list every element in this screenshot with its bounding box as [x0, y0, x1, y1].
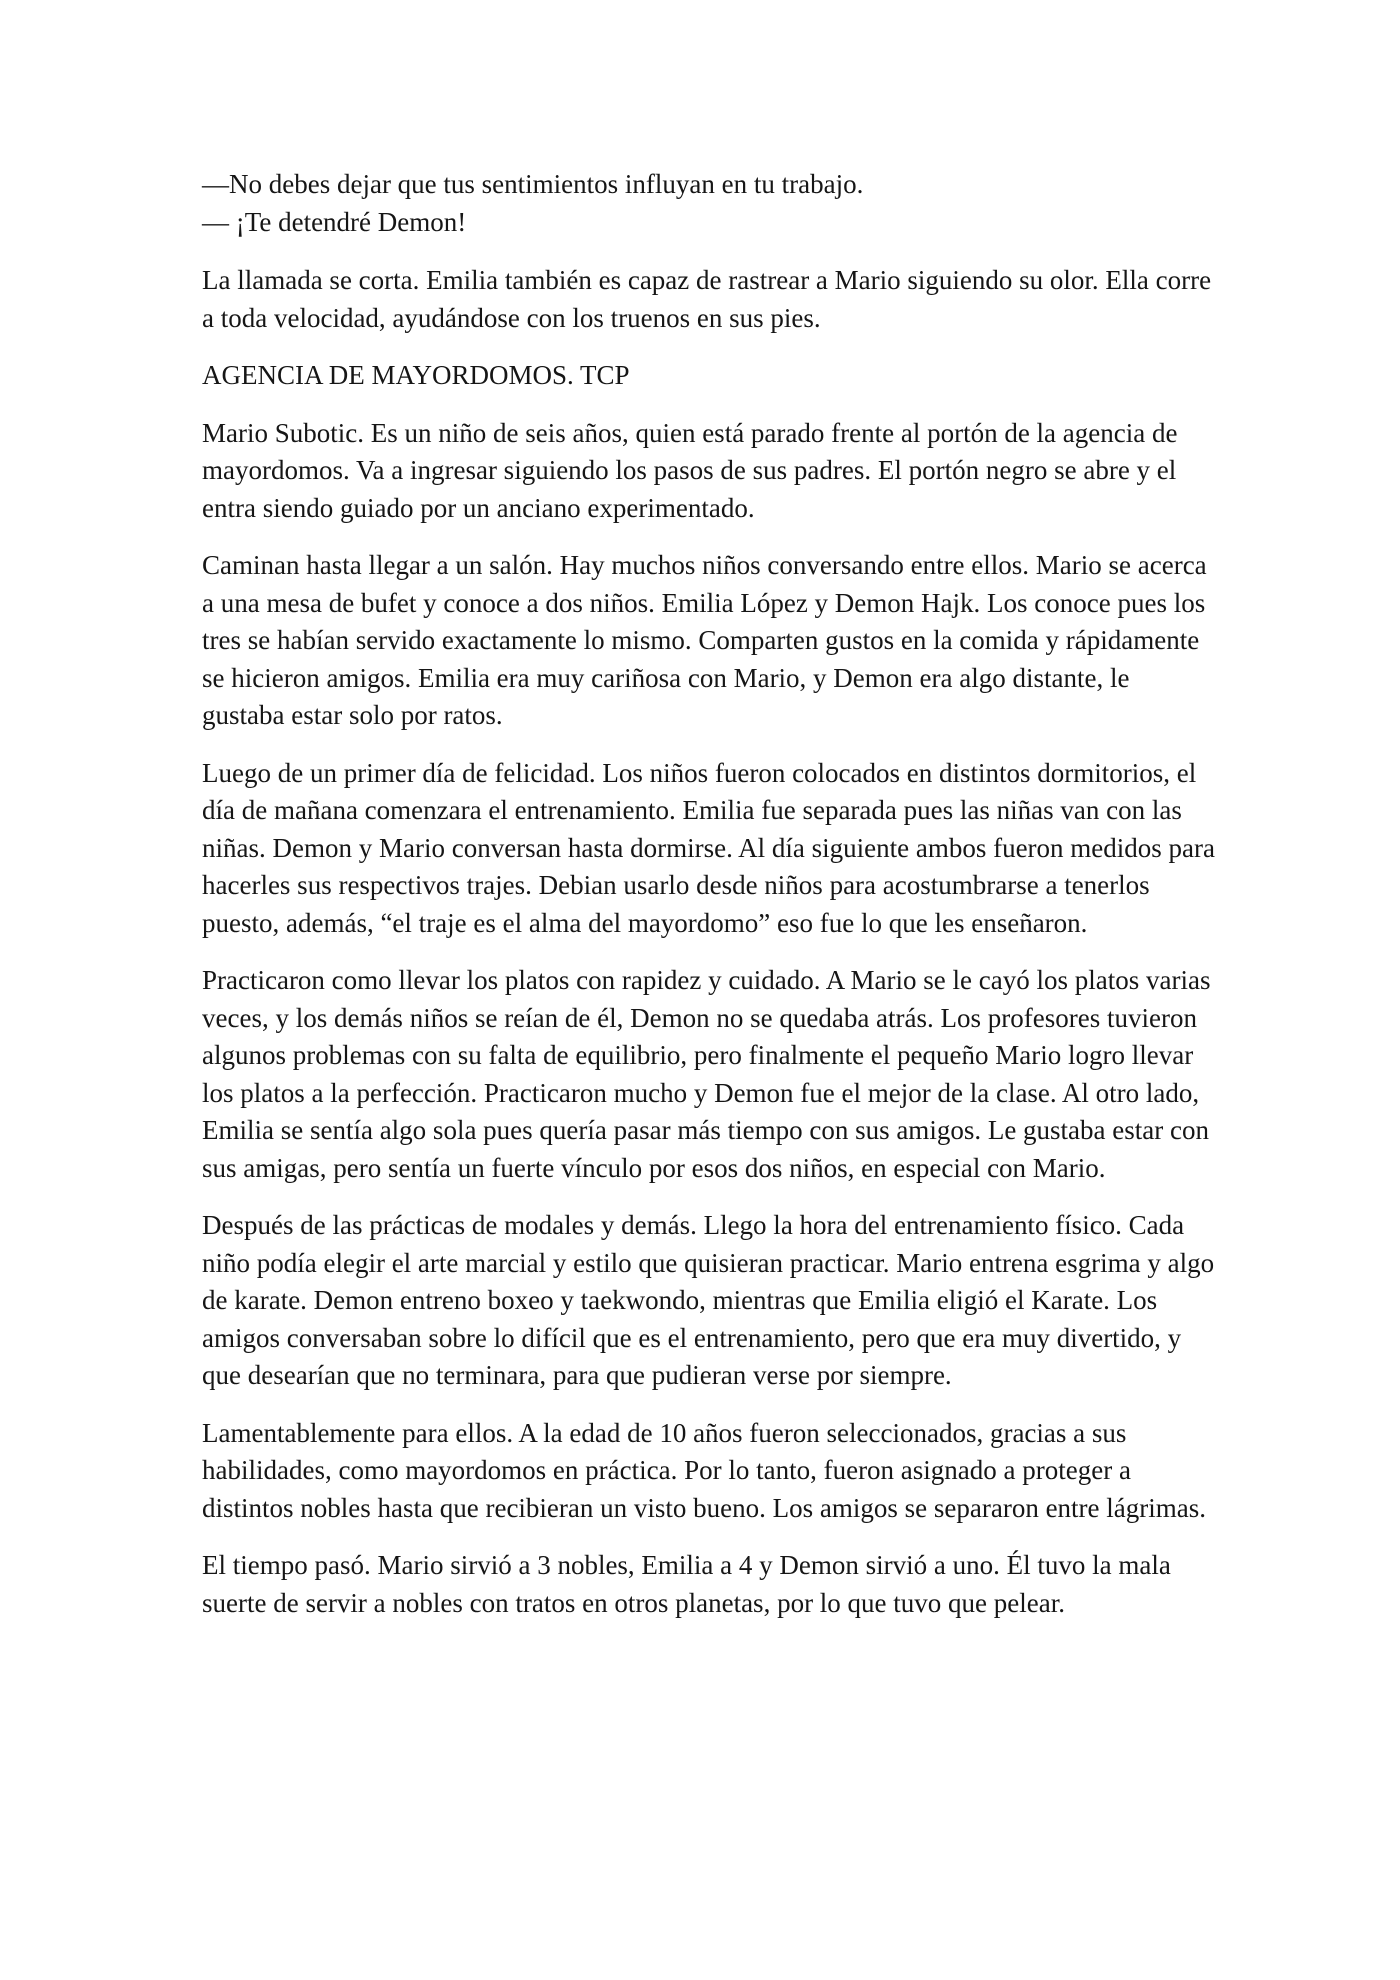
paragraph: Después de las prácticas de modales y demás. Llego la hora del entrenamiento físico. Cada niño podía elegir el arte marcial y estilo que quisieran practicar. Mario entrena esgrima y algo de karate. Demon entreno boxeo y taekwondo, mientras que Emilia eligió el Karate. Los amigos conversaban sobre lo difícil que es el entrenamiento, pero que era muy divertido, y que desearían que no terminara, para que pudieran verse por siempre. — [202, 1210, 1215, 1390]
paragraph: Practicaron como llevar los platos con rapidez y cuidado. A Mario se le cayó los platos varias veces, y los demás niños se reían de él, Demon no se quedaba atrás. Los profesores tuvieron algunos problemas con su falta de equilibrio, pero finalmente el pequeño Mario logro llevar los platos a la perfección. Practicaron mucho y Demon fue el mejor de la clase. Al otro lado, Emilia se sentía algo sola pues quería pasar más tiempo con sus amigos. Le gustaba estar con sus amigas, pero sentía un fuerte vínculo por esos dos niños, en especial con Mario. — [202, 965, 1211, 1183]
section-heading: AGENCIA DE MAYORDOMOS. TCP — [202, 360, 630, 390]
paragraph: Luego de un primer día de felicidad. Los niños fueron colocados en distintos dormitorios, el día de mañana comenzara el entrenamiento. Emilia fue separada pues las niñas van con las niñas. Demon y Mario conversan hasta dormirse. Al día siguiente ambos fueron medidos para hacerles sus respectivos trajes. Debian usarlo desde niños para acostumbrarse a tenerlos puesto, además, “el traje es el alma del mayordomo” eso fue lo que les enseñaron. — [202, 757, 1216, 938]
paragraph: Lamentablemente para ellos. A la edad de 10 años fueron seleccionados, gracias a sus habilidades, como mayordomos en práctica. Por lo tanto, fueron asignado a proteger a distintos nobles hasta que recibieran un visto bueno. Los amigos se separaron entre lágrimas. — [202, 1417, 1206, 1523]
paragraph: Caminan hasta llegar a un salón. Hay muchos niños conversando entre ellos. Mario se acerca a una mesa de bufet y conoce a dos niños. Emilia López y Demon Hajk. Los conoce pues los tres se habían servido exactamente lo mismo. Comparten gustos en la comida y rápidamente se hicieron amigos. Emilia era muy cariñosa con Mario, y Demon era algo distante, le gustaba estar solo por ratos. — [202, 550, 1207, 730]
document-body — [202, 166, 1218, 1642]
dialogue-block — [202, 166, 1218, 241]
paragraph: La llamada se corta. Emilia también es capaz de rastrear a Mario siguiendo su olor. Ella corre a toda velocidad, ayudándose con los truenos en sus pies. — [202, 265, 1212, 333]
dialogue-line: — ¡Te detendré Demon! — [202, 206, 467, 237]
dialogue-line: —No debes dejar que tus sentimientos influyan en tu trabajo. — [202, 169, 864, 199]
paragraph: Mario Subotic. Es un niño de seis años, quien está parado frente al portón de la agencia de mayordomos. Va a ingresar siguiendo los pasos de sus padres. El portón negro se abre y el entra siendo guiado por un anciano experimentado. — [202, 417, 1178, 523]
paragraph: El tiempo pasó. Mario sirvió a 3 nobles, Emilia a 4 y Demon sirvió a uno. Él tuvo la mala suerte de servir a nobles con tratos en otros planetas, por lo que tuvo que pelear. — [202, 1550, 1171, 1618]
